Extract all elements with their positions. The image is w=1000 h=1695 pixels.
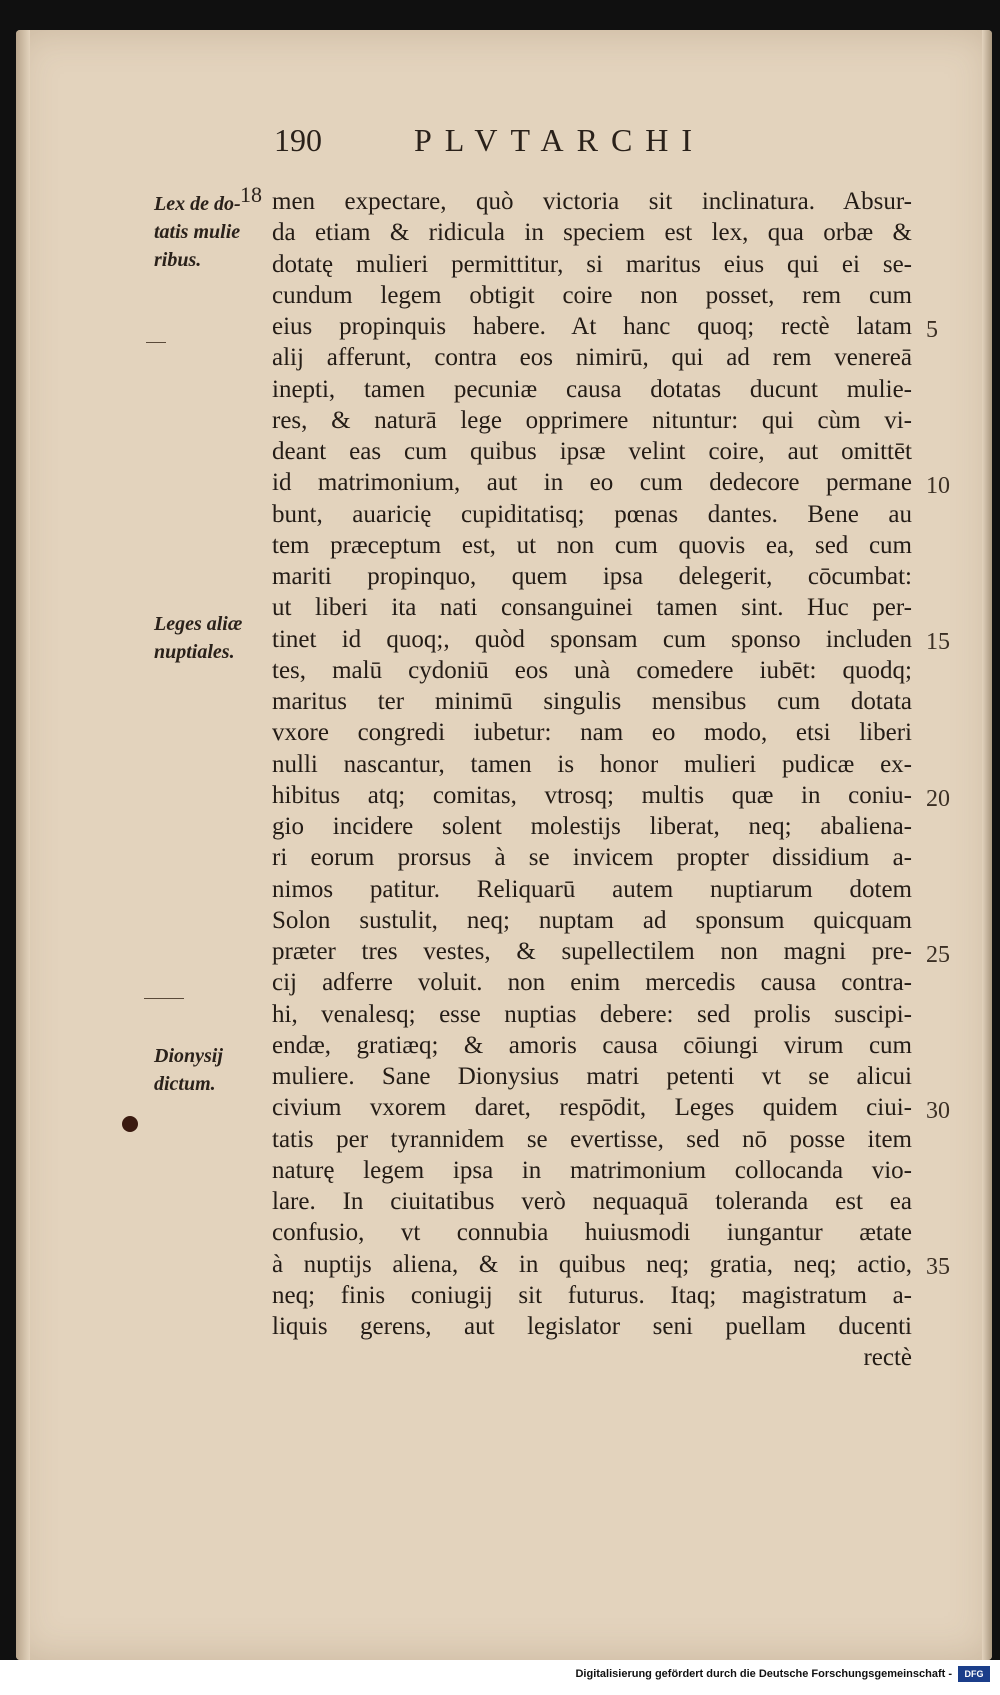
- margin-note-line: dictum.: [154, 1073, 216, 1095]
- text-line: mariti propinquo, quem ipsa delegerit, cōcumbat:: [272, 563, 912, 590]
- main-text-block: [272, 186, 912, 1374]
- margin-note-line: tatis mulie: [154, 221, 241, 243]
- text-line: rectè: [863, 1344, 912, 1372]
- text-line: nimos patitur. Reliquarū autem nuptiarum dotem: [272, 875, 912, 903]
- text-line: res, & naturā lege opprimere nituntur: qui cùm vi-: [272, 406, 912, 434]
- page-left-edge: [16, 30, 30, 1660]
- text-line: dotatę mulieri permittitur, si maritus eius qui ei se-: [272, 250, 912, 278]
- text-line: præter tres vestes, & supellectilem non magni pre-: [272, 938, 912, 965]
- line-number: 35: [926, 1254, 950, 1280]
- line-number: 5: [926, 317, 938, 343]
- text-line: nulli nascantur, tamen is honor mulieri pudicæ ex-: [272, 750, 912, 778]
- text-line: tatis per tyrannidem se evertisse, sed nō posse item: [272, 1125, 912, 1153]
- digitization-footer: [0, 1660, 1000, 1695]
- page-right-edge: [982, 30, 992, 1660]
- text-line: inepti, tamen pecuniæ causa dotatas ducunt mulie-: [272, 375, 912, 403]
- text-line: à nuptijs aliena, & in quibus neq; gratia, neq; actio,: [272, 1250, 912, 1278]
- text-line: endæ, gratiæq; & amoris causa cōiungi virum cum: [272, 1031, 912, 1059]
- text-line: alij afferunt, contra eos nimirū, qui ad rem venereā: [272, 344, 912, 372]
- line-number: 20: [926, 786, 950, 812]
- text-line: tinet id quoq;, quòd sponsam cum sponso includen: [272, 625, 912, 653]
- line-number: 15: [926, 629, 950, 655]
- text-line: cij adferre voluit. non enim mercedis causa contra-: [272, 969, 912, 997]
- text-line: da etiam & ridicula in speciem est lex, qua orbæ &: [272, 219, 912, 247]
- margin-note-line: Dionysij: [154, 1045, 223, 1067]
- text-line: liquis gerens, aut legislator seni puellam ducenti: [272, 1313, 912, 1340]
- book-page: [16, 30, 992, 1660]
- text-line: confusio, vt connubia huiusmodi iungantur ætate: [272, 1219, 912, 1247]
- text-line: bunt, auaricię cupiditatisq; pœnas dantes. Bene au: [272, 500, 912, 528]
- text-line: muliere. Sane Dionysius matri petenti vt se alicui: [272, 1063, 912, 1090]
- margin-note-line: ribus.: [154, 249, 202, 271]
- text-line: Solon sustulit, neq; nuptam ad sponsum quicquam: [272, 906, 912, 934]
- text-line: cundum legem obtigit coire non posset, rem cum: [272, 281, 912, 309]
- text-line: vxore congredi iubetur: nam eo modo, etsi liberi: [272, 719, 912, 747]
- text-line: ri eorum prorsus à se invicem propter dissidium a-: [272, 844, 912, 872]
- ink-spot: [122, 1116, 138, 1132]
- page-number: 190: [274, 122, 322, 158]
- text-line: hibitus atq; comitas, vtrosq; multis quæ in coniu-: [272, 781, 912, 809]
- text-line: men expectare, quò victoria sit inclinatura. Absur-: [272, 188, 912, 215]
- margin-note-dionysij-dictum: [154, 1042, 266, 1098]
- text-line: maritus ter minimū singulis mensibus cum dotata: [272, 688, 912, 715]
- text-line: tes, malū cydoniū eos unà comedere iubēt: quodq;: [272, 656, 912, 684]
- dfg-logo: DFG: [958, 1666, 990, 1682]
- margin-note-lex-de-dotatis: [154, 190, 266, 274]
- text-line: id matrimonium, aut in eo cum dedecore permane: [272, 469, 912, 497]
- margin-tick: [146, 342, 166, 343]
- margin-note-line: Lex de do-: [154, 193, 241, 215]
- text-line: lare. In ciuitatibus verò nequaquā toleranda est ea: [272, 1188, 912, 1215]
- line-number: 10: [926, 473, 950, 499]
- line-number: 30: [926, 1098, 950, 1124]
- text-line: naturę legem ipsa in matrimonium collocanda vio-: [272, 1156, 912, 1184]
- margin-tick: [144, 998, 184, 999]
- running-head: [274, 122, 934, 162]
- text-line: eius propinquis habere. At hanc quoq; rectè latam: [272, 313, 912, 340]
- margin-note-line: Leges aliæ: [154, 613, 243, 635]
- text-line: civium vxorem daret, respōdit, Leges quidem ciui-: [272, 1094, 912, 1122]
- line-number: 25: [926, 942, 950, 968]
- margin-reference-number: 18: [240, 182, 262, 207]
- funding-notice: Digitalisierung gefördert durch die Deutsche Forschungsgemeinschaft -: [575, 1668, 952, 1680]
- margin-note-leges-nuptiales: [154, 610, 266, 666]
- text-line: tem præceptum est, ut non cum quovis ea, sed cum: [272, 531, 912, 559]
- running-title: PLVTARCHI: [414, 122, 706, 158]
- text-line: gio incidere solent molestijs liberat, neq; abaliena-: [272, 813, 912, 840]
- text-line: neq; finis coniugij sit futurus. Itaq; magistratum a-: [272, 1281, 912, 1309]
- text-line: deant eas cum quibus ipsæ velint coire, aut omittēt: [272, 438, 912, 465]
- text-line: ut liberi ita nati consanguinei tamen sint. Huc per-: [272, 594, 912, 622]
- margin-note-line: nuptiales.: [154, 641, 235, 663]
- text-line: hi, venalesq; esse nuptias debere: sed prolis suscipi-: [272, 1000, 912, 1028]
